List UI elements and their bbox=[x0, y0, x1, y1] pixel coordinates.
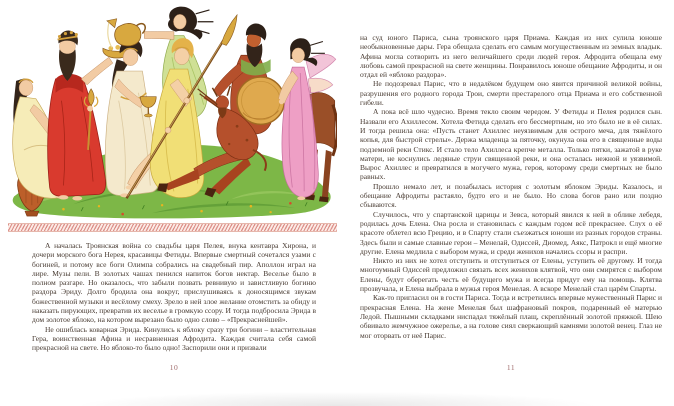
figure-goddess-cream-goblet bbox=[105, 39, 159, 197]
left-text-column bbox=[32, 241, 316, 364]
paragraph: Не ошиблась коварная Эрида. Кинулись к яблоку сразу три богини – властительная Гера, воинственная Афина и несравненная Афродита. Каждая считала себя самой прекрасной на свете. Но яблоко-то было одно! Заспорили они и призвали bbox=[32, 324, 316, 353]
right-text-column bbox=[360, 33, 662, 361]
page-number-left: 10 bbox=[169, 363, 179, 372]
paragraph: на суд юного Париса, сына троянского царя Приама. Каждая из них сулила юноше необыкновенные дары. Гера обещала сделать его самым могущественным из земных владык. Афина могла сотворить из него величайшего среди людей героя. Афродита обещала ему любовь самой прекрасной на свете женщины. Понравилось юноше обещание Афродиты, и он отдал ей «яблоко раздора». bbox=[360, 33, 662, 80]
wing bbox=[308, 78, 333, 93]
paragraph: А началась Троянская война со свадьбы царя Пелея, внука кентавра Хирона, и дочери морского бога Нерея, красавицы Фетиды. Впервые смертный сочетался узами с богиней, и потому все боги Олимпа собрались на свадебный пир. Аполлон играл на лире. Музы пели. В золотых чашах пенился напиток богов нектар. Веселье было в полном разгаре. Но оказалось, что забыли позвать ревнивую и завистливую богиню раздора Эриду. Долго бродила она вокруг, прислушиваясь к доносящимся звукам божественной музыки и весёлому смеху. Зрело в ней злое желание отомстить за обиду и наказать пирующих, превратив их веселье в громкую ссору. И тогда подбросила Эрида в дом золотое яблоко, на котором вырезано было одно слово – «Прекраснейшей». bbox=[32, 241, 316, 325]
paragraph: Не подозревал Парис, что в недалёком будущем оно явится причиной великой войны, разрушения его родного города Трои, смерти престарелого отца Приама и его собственной гибели. bbox=[360, 79, 662, 108]
paragraph: Прошло немало лет, и позабылась история с золотым яблоком Эриды. Казалось, и обещание Афродиты растаяло, будто его и не было. Но слова богов рано или поздно сбываются. bbox=[360, 181, 662, 210]
page-number-right: 11 bbox=[506, 363, 516, 372]
paragraph: Никто из них не хотел отступить и отступиться от Елены, уступить её другому. И тогда многоумный Одиссей предложил связать всех женихов клятвой, что они смирятся с выбором Елены, будут оберегать честь её будущего мужа и всегда придут ему на помощь. Клятва прозвучала, и Елена выбрала в мужья героя Менелая. А вскоре Менелай стал царём Спарты. bbox=[360, 256, 662, 294]
illustration-feast-of-gods bbox=[4, 2, 337, 221]
paragraph: Случилось, что у спартанской царицы и Зевса, который явился к ней в облике лебедя, родилась дочь Елена. Она росла и становилась с каждым годом всё прекраснее. Слух о её красоте облетел всю Грецию, и в Спарту стали съезжаться юноши из разных городов страны. Здесь были и самые славные герои – Менелай, Одиссей, Диомед, Аякс, Патрокл и ещё многие другие. Елена медлила с выбором мужа, и среди женихов начались ссоры и распри. bbox=[360, 209, 662, 256]
page-right bbox=[337, 0, 674, 406]
paragraph: Как-то пригласил он в гости Париса. Тогда и встретились впервые мужественный Парис и прекрасная Елена. На жене Менелая был шафрановый покров, подаренный её матерью Ледой. Пышными складками ниспадал тяжёлый плащ, скреплённый золотой пряжкой. Шею обвивало жемчужное ожерелье, а на голове сиял сверкающий камнями золотой венец. Глаз не мог оторвать от неё Парис. bbox=[360, 293, 662, 340]
paragraph: А пока всё шло чудесно. Время текло своим чередом. У Фетиды и Пелея родился сын. Назвали его Ахиллесом. Хотела Фетида сделать его бессмертным, но это было не в её силах. И тогда решила она: «Пусть станет Ахиллес неуязвимым для острого меча, для тяжёлого копья, для быстрой стрелы». Держа младенца за пяточку, окунула она его в священные воды подземной реки Стикс. И стало тело Ахиллеса крепче металла. Только пятки, зажатой в руке матери, не коснулись ледяные струи священной реки, и она осталась нежной и уязвимой. Вырос Ахиллес и превратился в могучего мужа, героя, которому среди смертных не было равных. bbox=[360, 107, 662, 182]
decorative-border bbox=[8, 223, 337, 232]
golden-tambourine bbox=[237, 77, 284, 124]
